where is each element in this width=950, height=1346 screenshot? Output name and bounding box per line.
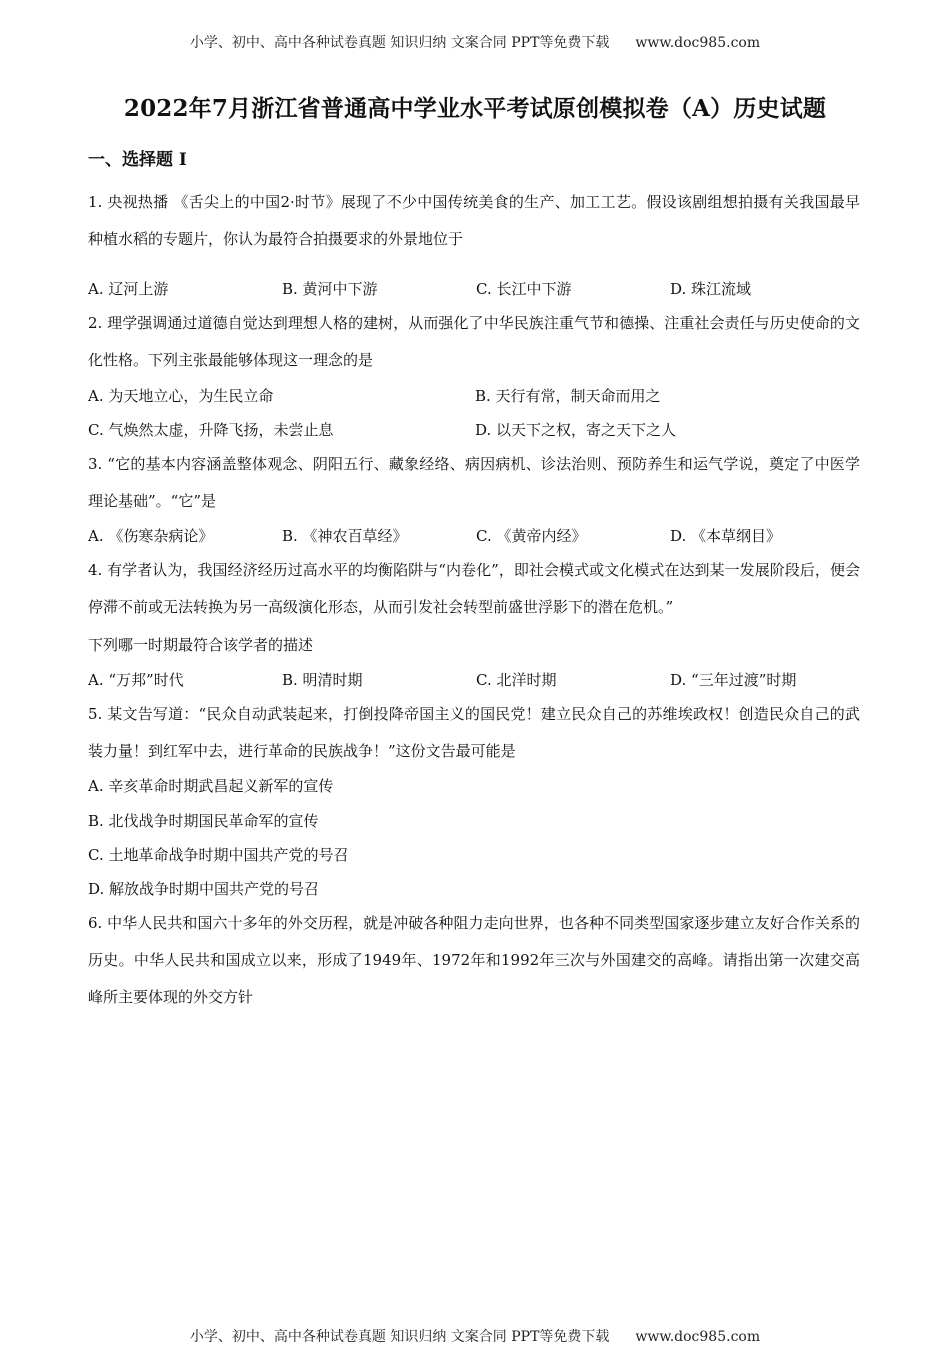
option-d[interactable]: D. “三年过渡”时期 xyxy=(670,671,797,689)
question-5-option-d xyxy=(88,875,868,903)
option-d[interactable]: D. 解放战争时期中国共产党的号召 xyxy=(88,880,320,898)
option-a[interactable]: A. 辽河上游 xyxy=(88,280,169,298)
question-3-stem: 3. “它的基本内容涵盖整体观念、阴阳五行、藏象经络、病因病机、诊法治则、预防养生和运气学说，奠定了中医学理论基础”。“它”是 xyxy=(88,455,860,510)
header-text: 小学、初中、高中各种试卷真题 知识归纳 文案合同 PPT等免费下载 xyxy=(189,35,610,51)
option-c[interactable]: C. 土地革命战争时期中国共产党的号召 xyxy=(88,846,349,864)
option-d[interactable]: D. 珠江流域 xyxy=(670,280,752,298)
question-2-stem: 2. 理学强调通过道德自觉达到理想人格的建树，从而强化了中华民族注重气节和德操、注重社会责任与历史使命的文化性格。下列主张最能够体现这一理念的是 xyxy=(88,314,860,369)
section-heading: 一、选择题 I xyxy=(88,150,187,170)
question-1-options xyxy=(88,275,868,303)
option-a[interactable]: A. 为天地立心，为生民立命 xyxy=(88,387,274,405)
option-a[interactable]: A. 辛亥革命时期武昌起义新军的宣传 xyxy=(88,777,334,795)
option-b[interactable]: B. 黄河中下游 xyxy=(282,280,378,298)
option-b[interactable]: B. 明清时期 xyxy=(282,671,363,689)
page-header xyxy=(0,32,950,52)
page-footer xyxy=(0,1326,950,1346)
question-5-option-c xyxy=(88,841,868,869)
option-a[interactable]: A. 《伤寒杂病论》 xyxy=(88,527,214,545)
exam-title: 2022年7月浙江省普通高中学业水平考试原创模拟卷（A）历史试题 xyxy=(123,95,827,122)
option-c[interactable]: C. 长江中下游 xyxy=(476,280,572,298)
option-d[interactable]: D. 《本草纲目》 xyxy=(670,527,782,545)
option-b[interactable]: B. 《神农百草经》 xyxy=(282,527,408,545)
header-site[interactable]: www.doc985.com xyxy=(635,35,761,51)
question-4-stem-line3: 下列哪一时期最符合该学者的描述 xyxy=(88,636,314,654)
question-4-stem: 4. 有学者认为，我国经济经历过高水平的均衡陷阱与“内卷化”，即社会模式或文化模式在达到某一发展阶段后，便会停滞不前或无法转换为另一高级演化形态，从而引发社会转型前盛世浮影下的潜在危机。” xyxy=(88,561,860,616)
question-6-stem: 6. 中华人民共和国六十多年的外交历程，就是冲破各种阻力走向世界，也各种不同类型国家逐步建立友好合作关系的历史。中华人民共和国成立以来，形成了1949年、1972年和1992年三次与外国建交的高峰。请指出第一次建交高峰所主要体现的外交方针 xyxy=(88,914,860,1006)
option-c[interactable]: C. 《黄帝内经》 xyxy=(476,527,587,545)
question-5-option-b xyxy=(88,807,868,835)
question-2-options-row1 xyxy=(88,382,868,410)
option-a[interactable]: A. “万邦”时代 xyxy=(88,671,184,689)
footer-site[interactable]: www.doc985.com xyxy=(635,1329,761,1345)
option-c[interactable]: C. 气焕然太虚，升降飞扬，未尝止息 xyxy=(88,421,334,439)
option-b[interactable]: B. 北伐战争时期国民革命军的宣传 xyxy=(88,812,319,830)
question-2-options-row2 xyxy=(88,416,868,444)
option-b[interactable]: B. 天行有常，制天命而用之 xyxy=(475,387,661,405)
option-c[interactable]: C. 北洋时期 xyxy=(476,671,557,689)
question-4-options xyxy=(88,666,868,694)
question-3-options xyxy=(88,522,868,550)
footer-text: 小学、初中、高中各种试卷真题 知识归纳 文案合同 PPT等免费下载 xyxy=(189,1329,610,1345)
question-5-option-a xyxy=(88,772,868,800)
question-5-stem: 5. 某文告写道：“民众自动武装起来，打倒投降帝国主义的国民党！建立民众自己的苏维埃政权！创造民众自己的武装力量！到红军中去，进行革命的民族战争！”这份文告最可能是 xyxy=(88,705,860,760)
question-1-stem: 1. 央视热播 《舌尖上的中国2·时节》展现了不少中国传统美食的生产、加工工艺。假设该剧组想拍摄有关我国最早种植水稻的专题片，你认为最符合拍摄要求的外景地位于 xyxy=(88,193,860,248)
option-d[interactable]: D. 以天下之权，寄之天下之人 xyxy=(475,421,677,439)
